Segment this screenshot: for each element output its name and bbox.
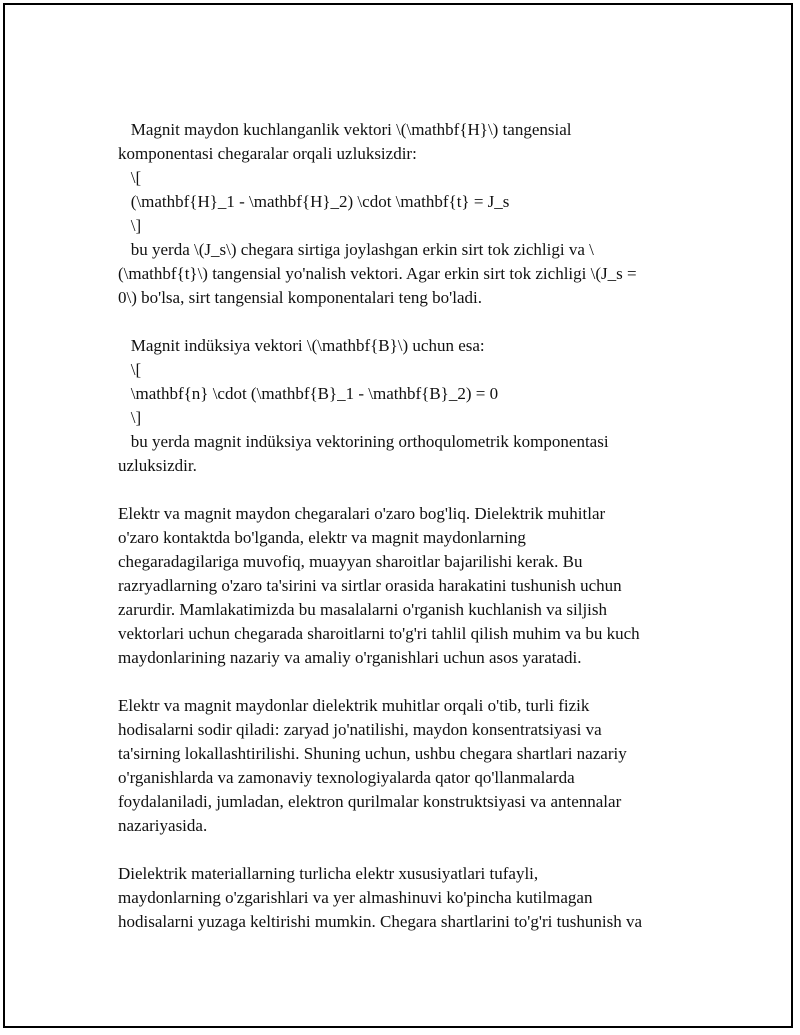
paragraph-h-boundary <box>118 118 688 310</box>
paragraph-phenomena <box>118 694 688 838</box>
text-line: Elektr va magnit maydonlar dielektrik muhitlar orqali o'tib, turli fizik <box>118 696 590 715</box>
text-line: maydonlarning o'zgarishlari va yer almashinuvi ko'pincha kutilmagan <box>118 888 593 907</box>
text-line: Dielektrik materiallarning turlicha elektr xususiyatlari tufayli, <box>118 864 539 883</box>
text-line: komponentasi chegaralar orqali uzluksizdir: <box>118 144 417 163</box>
text-line: \[ <box>118 168 142 187</box>
text-line: \] <box>118 408 142 427</box>
text-line: nazariyasida. <box>118 816 208 835</box>
text-line: o'zaro kontaktda bo'lganda, elektr va magnit maydonlarning <box>118 528 526 547</box>
formula-line: \mathbf{n} \cdot (\mathbf{B}_1 - \mathbf{B}_2) = 0 <box>118 384 499 403</box>
paragraph-interfaces <box>118 502 688 670</box>
text-line: \[ <box>118 360 142 379</box>
text-line: (\mathbf{t}\) tangensial yo'nalish vektori. Agar erkin sirt tok zichligi \(J_s = <box>118 264 637 283</box>
text-line: maydonlarining nazariy va amaliy o'rganishlari uchun asos yaratadi. <box>118 648 582 667</box>
text-line: Magnit indüksiya vektori \(\mathbf{B}\) uchun esa: <box>118 336 485 355</box>
text-line: chegaradagilariga muvofiq, muayyan sharoitlar bajarilishi kerak. Bu <box>118 552 583 571</box>
formula-line: (\mathbf{H}_1 - \mathbf{H}_2) \cdot \mathbf{t} = J_s <box>118 192 510 211</box>
paragraph-gap <box>118 670 688 694</box>
text-line: o'rganishlarda va zamonaviy texnologiyalarda qator qo'llanmalarda <box>118 768 575 787</box>
text-line: razryadlarning o'zaro ta'sirini va sirtlar orasida harakatini tushunish uchun <box>118 576 622 595</box>
text-line: zarurdir. Mamlakatimizda bu masalalarni o'rganish kuchlanish va siljish <box>118 600 608 619</box>
text-line: Elektr va magnit maydon chegaralari o'zaro bog'liq. Dielektrik muhitlar <box>118 504 606 523</box>
text-line: hodisalarni yuzaga keltirishi mumkin. Chegara shartlarini to'g'ri tushunish va <box>118 912 643 931</box>
text-line: hodisalarni sodir qiladi: zaryad jo'natilishi, maydon konsentratsiyasi va <box>118 720 602 739</box>
paragraph-b-boundary <box>118 334 688 478</box>
text-line: vektorlari uchun chegarada sharoitlarni to'g'ri tahlil qilish muhim va bu kuch <box>118 624 640 643</box>
text-line: 0\) bo'lsa, sirt tangensial komponentalari teng bo'ladi. <box>118 288 482 307</box>
text-line: bu yerda \(J_s\) chegara sirtiga joylashgan erkin sirt tok zichligi va \ <box>118 240 594 259</box>
text-line: bu yerda magnit indüksiya vektorining orthoqulometrik komponentasi <box>118 432 609 451</box>
text-line: ta'sirning lokallashtirilishi. Shuning uchun, ushbu chegara shartlari nazariy <box>118 744 627 763</box>
text-line: foydalaniladi, jumladan, elektron qurilmalar konstruktsiyasi va antennalar <box>118 792 622 811</box>
text-line: uzluksizdir. <box>118 456 197 475</box>
text-line: \] <box>118 216 142 235</box>
paragraph-gap <box>118 838 688 862</box>
paragraph-gap <box>118 310 688 334</box>
document-body <box>118 118 688 934</box>
paragraph-materials <box>118 862 688 934</box>
paragraph-gap <box>118 478 688 502</box>
text-line: Magnit maydon kuchlanganlik vektori \(\mathbf{H}\) tangensial <box>118 120 572 139</box>
